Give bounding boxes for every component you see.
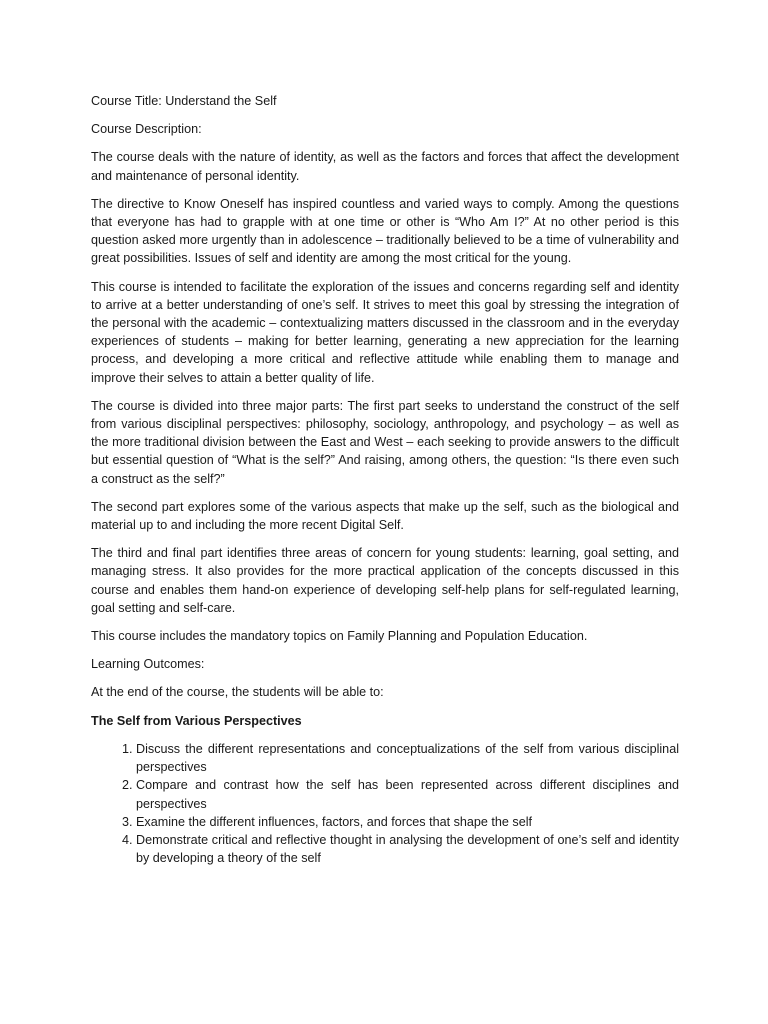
list-item: 3. Examine the different influences, factors, and forces that shape the self (136, 813, 679, 831)
course-description-heading: Course Description: (91, 122, 202, 137)
list-item: 1. Discuss the different representations and conceptualizations of the self from various disciplinal perspectives (136, 740, 679, 776)
paragraph: The third and final part identifies three areas of concern for young students: learning, goal setting, and managing stress. It also provides for the more practical application of the concepts discussed in this course and enables them hand-on experience of developing self-help plans for self-regulated learning, goal setting and self-care. (91, 546, 679, 615)
outcomes-list (91, 740, 679, 867)
list-item: 2. Compare and contrast how the self has been represented across different disciplines and perspectives (136, 776, 679, 812)
section-heading: The Self from Various Perspectives (91, 713, 302, 728)
course-title: Course Title: Understand the Self (91, 94, 277, 108)
outcomes-intro: At the end of the course, the students will be able to: (91, 685, 384, 700)
learning-outcomes-heading: Learning Outcomes: (91, 657, 205, 672)
paragraph: The course deals with the nature of identity, as well as the factors and forces that affect the development and maintenance of personal identity. (91, 150, 679, 183)
list-item: 4. Demonstrate critical and reflective thought in analysing the development of one’s self and identity by developing a theory of the self (136, 831, 679, 867)
document-page (91, 92, 679, 867)
paragraph: The directive to Know Oneself has inspired countless and varied ways to comply. Among the questions that everyone has had to grapple with at one time or other is “Who Am I?” At no other period is this question asked more urgently than in adolescence – traditionally believed to be a time of vulnerability and great possibilities. Issues of self and identity are among the most critical for the young. (91, 196, 679, 266)
paragraph: This course is intended to facilitate the exploration of the issues and concerns regarding self and identity to arrive at a better understanding of one’s self. It strives to meet this goal by stressing the integration of the personal with the academic – contextualizing matters discussed in the classroom and in the everyday experiences of students – making for better learning, generating a new appreciation for the learning process, and developing a more critical and reflective attitude while enabling them to manage and improve their selves to attain a better quality of life. (91, 279, 679, 385)
paragraph: This course includes the mandatory topics on Family Planning and Population Education. (91, 629, 588, 644)
paragraph: The course is divided into three major parts: The first part seeks to understand the construct of the self from various disciplinal perspectives: philosophy, sociology, anthropology, and psychology – as well as the more traditional division between the East and West – each seeking to provide answers to the difficult but essential question of “What is the self?” And raising, among others, the question: “Is there even such a construct as the self?” (91, 398, 679, 486)
paragraph: The second part explores some of the various aspects that make up the self, such as the biological and material up to and including the more recent Digital Self. (91, 499, 679, 533)
